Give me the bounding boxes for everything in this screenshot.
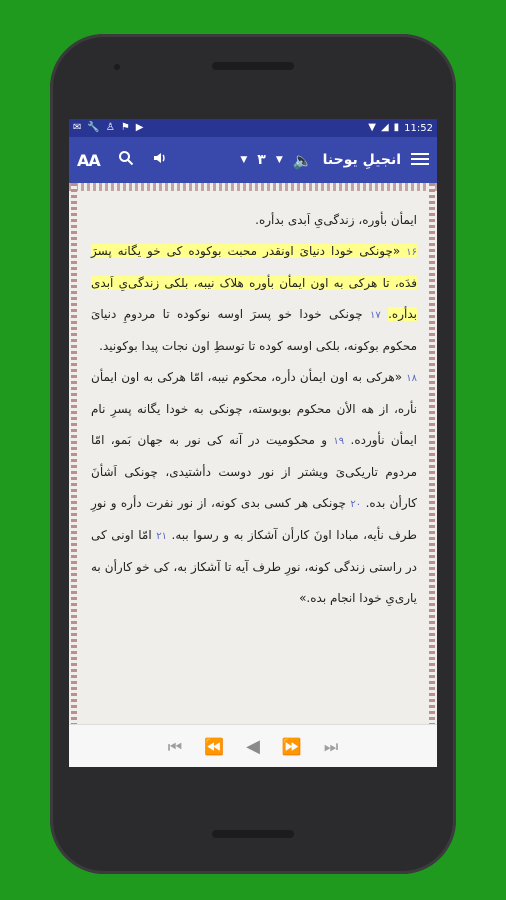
verse-16[interactable]: ۱۶ «چونکی خودا دنیایَ اونقدر محبت بوکوده کی خو یگانه پسرَ فدَه، تا هرکی به اون ایمأن بأوره هلاک نیبه، بلکی زندگی‌یِ اَبدی بدأره. — [91, 244, 417, 321]
verse-18[interactable]: «هرکی به اون ایمأن دأره، محکوم نیبه، امّا هرکی به اون ایمأن نأره، از هه الأن محکوم بوبوسته، چونکی به خودا یگانه پسرِ نام ایمأن نأورده. — [91, 370, 417, 447]
next-button[interactable]: ⏩ — [281, 737, 302, 756]
speaker-icon: 🔈 — [292, 150, 313, 170]
signal-icon: ◢ — [380, 122, 389, 133]
verse-number: ۱۹ — [333, 436, 345, 447]
chapter-selector[interactable]: ۳ — [257, 152, 266, 168]
flag-icon: ⚑ — [120, 122, 130, 133]
bottom-speaker — [212, 830, 294, 838]
clock: 11:52 — [404, 122, 433, 134]
app-screen — [69, 119, 437, 767]
reading-pane[interactable] — [69, 183, 437, 724]
verse-19[interactable]: و محکومیت در آنه کی نور به جهان بَمو، امّا مردوم تاریکی‌یَ ویشتر از نور دوست دأشتیدی، چونکی اَشأنَ کارأن بده. — [91, 433, 417, 510]
audio-icon[interactable] — [152, 150, 168, 170]
earpiece — [212, 62, 294, 70]
verse-number: ۱۶ — [406, 247, 417, 258]
verse-number: ۲۱ — [156, 531, 167, 542]
book-selector[interactable]: انجیلِ یوحنا — [322, 152, 401, 168]
page-border-top — [69, 183, 437, 191]
verse-21[interactable]: امّا اونی کی در راستی زندگی کونه، نورِ طرف آیه تا آشکاز به، کی خو کارأن به یاری‌یِ خودا انجام بده.» — [91, 528, 417, 605]
page-border-right — [429, 183, 435, 724]
verse-number: ۱۷ — [370, 310, 381, 321]
playback-controls — [69, 724, 437, 767]
verse-20[interactable]: چونکی هر کسی بدی کونه، از نور نفرت دأره و نورِ طرف نأیه، مبادا اونَ کارأن آشکاز به و رسوا ببه. — [91, 496, 417, 542]
verse-number: ۲۰ — [350, 499, 362, 510]
verse-15-tail: ایمأن بأوره، زندگی‌یِ اَبدی بدأره. — [255, 213, 417, 227]
chevron-down-icon[interactable]: ▼ — [240, 155, 248, 165]
previous-button[interactable]: ⏪ — [204, 737, 225, 756]
mail-icon: ✉ — [73, 122, 82, 133]
chevron-down-icon[interactable]: ▼ — [275, 155, 283, 165]
passage-text[interactable] — [91, 205, 417, 614]
play-button[interactable]: ◀ — [246, 736, 260, 757]
font-size-button[interactable]: AA — [77, 150, 100, 170]
page-border-left — [71, 183, 77, 724]
verse-17[interactable]: چونکی خودا خو پسرَ اوسه نوکوده تا مردومِ دنیایَ محکوم بوکونه، بلکی اوسه کوده تا توسطِ اون نجات پیدا بوکونید. — [91, 307, 417, 353]
wifi-icon: ▼ — [368, 122, 376, 133]
play-icon: ▶ — [135, 122, 144, 133]
search-icon[interactable] — [118, 150, 134, 170]
wrench-icon: 🔧 — [87, 122, 100, 133]
first-chapter-button[interactable]: ⏮ — [167, 736, 183, 756]
status-bar — [69, 119, 437, 137]
person-icon: ♙ — [105, 122, 115, 133]
verse-number: ۱۸ — [406, 373, 417, 384]
menu-icon[interactable] — [411, 151, 429, 170]
app-toolbar — [69, 137, 437, 183]
front-camera — [114, 64, 120, 70]
battery-icon: ▮ — [393, 122, 400, 133]
last-chapter-button[interactable]: ⏭ — [323, 736, 339, 756]
